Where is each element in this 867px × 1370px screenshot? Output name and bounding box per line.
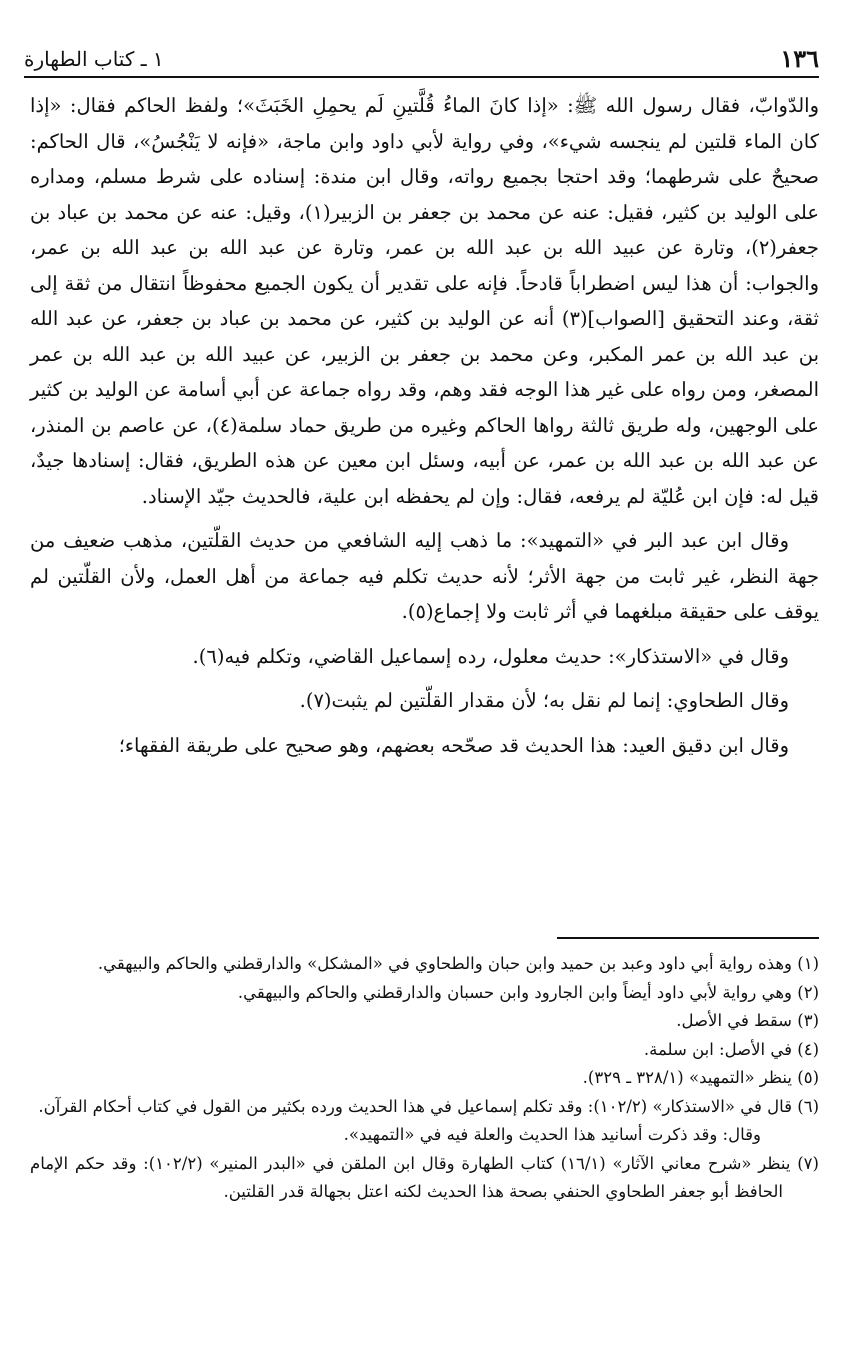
footnote-text: قال في «الاستذكار» (١٠٢/٢): وقد تكلم إسماعيل في هذا الحديث ورده بكثير من القول في كتاب أحكام القرآن. <box>38 1096 792 1116</box>
page-number: ١٣٦ <box>780 44 819 73</box>
footnote-number: (٢) <box>797 982 819 1002</box>
footnote-number: (٤) <box>797 1039 819 1059</box>
paragraph-hadith-qullatayn: والدّوابّ، فقال رسول الله ﷺ: «إذا كانَ الماءُ قُلَّتينِ لَم يحمِلِ الخَبَثَ»؛ ولفظ الحاكم فقال: «إذا كان الماء قلتين لم ينجسه شيء»، وفي رواية لأبي داود وابن ماجة، «فإنه لا يَنْجُسُ»، قال الحاكم: صحيحٌ على شرطهما؛ وقد احتجا بجميع رواته، وقال ابن مندة: إسناده على شرط مسلم، ومداره على الوليد بن كثير، فقيل: عنه عن محمد بن جعفر بن الزبير(١)، وقيل: عنه عن محمد بن عباد بن جعفر(٢)، وتارة عن عبيد الله بن عبد الله بن عمر، وتارة عن عبد الله بن عبد الله بن عمر، والجواب: أن هذا ليس اضطراباً قادحاً. فإنه على تقدير أن يكون الجميع محفوظاً انتقال من ثقة إلى ثقة، وعند التحقيق [الصواب](٣) أنه عن الوليد بن كثير، عن محمد بن عباد بن جعفر، عن عبد الله بن عبد الله بن عمر المكبر، وعن محمد بن جعفر بن الزبير، عن عبيد الله بن عبد الله بن عمر المصغر، ومن رواه على غير هذا الوجه فقد وهم، وقد رواه جماعة عن أبي أسامة عن الوليد بن كثير على الوجهين، وله طريق ثالثة رواها الحاكم وغيره من طريق حماد سلمة(٤)، عن عاصم بن المنذر، عن عبد الله بن عبد الله بن عمر، عن أبيه، وسئل ابن معين عن هذه الطريق، فقال: إسنادها جيدٌ، قيل له: فإن ابن عُليّة لم يرفعه، فقال: وإن لم يحفظه ابن علية، فالحديث جيّد الإسناد. <box>30 94 819 508</box>
footnote-item <box>30 979 819 1008</box>
paragraph-ibn-daqiq: وقال ابن دقيق العيد: هذا الحديث قد صحّحه بعضهم، وهو صحيح على طريقة الفقهاء؛ <box>118 733 789 757</box>
footnote-item <box>30 950 819 979</box>
footnote-item <box>30 1036 819 1065</box>
footnote-text: ينظر «التمهيد» (٣٢٨/١ ـ ٣٢٩). <box>582 1068 792 1087</box>
paragraph-istidhkar: وقال في «الاستذكار»: حديث معلول، رده إسماعيل القاضي، وتكلم فيه(٦). <box>192 644 789 668</box>
footnotes <box>30 950 819 1207</box>
footnote-text: ينظر «شرح معاني الآثار» (١٦/١) كتاب الطهارة وقال ابن الملقن في «البدر المنير» (١٠٢/٢): وقد حكم الإمام الحافظ أبو جعفر الطحاوي الحنفي بصحة هذا الحديث لكنه اعتل بجهالة قدر القلتين. <box>30 1153 791 1201</box>
footnote-text: في الأصل: ابن سلمة. <box>643 1039 792 1059</box>
footnote-item <box>30 1007 819 1036</box>
footnote-text: وهذه رواية أبي داود وعبد بن حميد وابن حبان والطحاوي في «المشكل» والدارقطني والحاكم والبيهقي. <box>97 954 792 973</box>
main-text <box>30 88 819 763</box>
footnote-number: (٥) <box>797 1068 819 1087</box>
footnote-item <box>30 1150 819 1207</box>
footnote-text: سقط في الأصل. <box>676 1011 792 1030</box>
footnote-divider <box>557 937 819 939</box>
footnote-number: (٧) <box>797 1153 819 1173</box>
page-header <box>24 38 819 78</box>
paragraph-tahawi: وقال الطحاوي: إنما لم نقل به؛ لأن مقدار القلّتين لم يثبت(٧). <box>299 689 789 712</box>
footnote-text: وهي رواية لأبي داود أيضاً وابن الجارود وابن حسبان والدارقطني والحاكم والبيهقي. <box>237 982 792 1002</box>
paragraph-ibn-abd-al-barr: وقال ابن عبد البر في «التمهيد»: ما ذهب إليه الشافعي من حديث القلّتين، مذهب ضعيف من جهة النظر، غير ثابت من جهة الأثر؛ لأنه حديث تكلم فيه جماعة من أهل العمل، ولأن القلّتين لم يوقف على حقيقة مبلغهما في أثر ثابت ولا إجماع(٥). <box>30 529 819 623</box>
running-head: ١ ـ كتاب الطهارة <box>24 47 164 71</box>
footnote-continuation: وقال: وقد ذكرت أسانيد هذا الحديث والعلة فيه في «التمهيد». <box>343 1125 761 1144</box>
footnote-number: (٣) <box>797 1011 819 1030</box>
footnote-number: (١) <box>797 954 819 973</box>
footnote-item <box>30 1093 819 1122</box>
footnote-number: (٦) <box>797 1096 819 1116</box>
footnote-item <box>30 1064 819 1093</box>
